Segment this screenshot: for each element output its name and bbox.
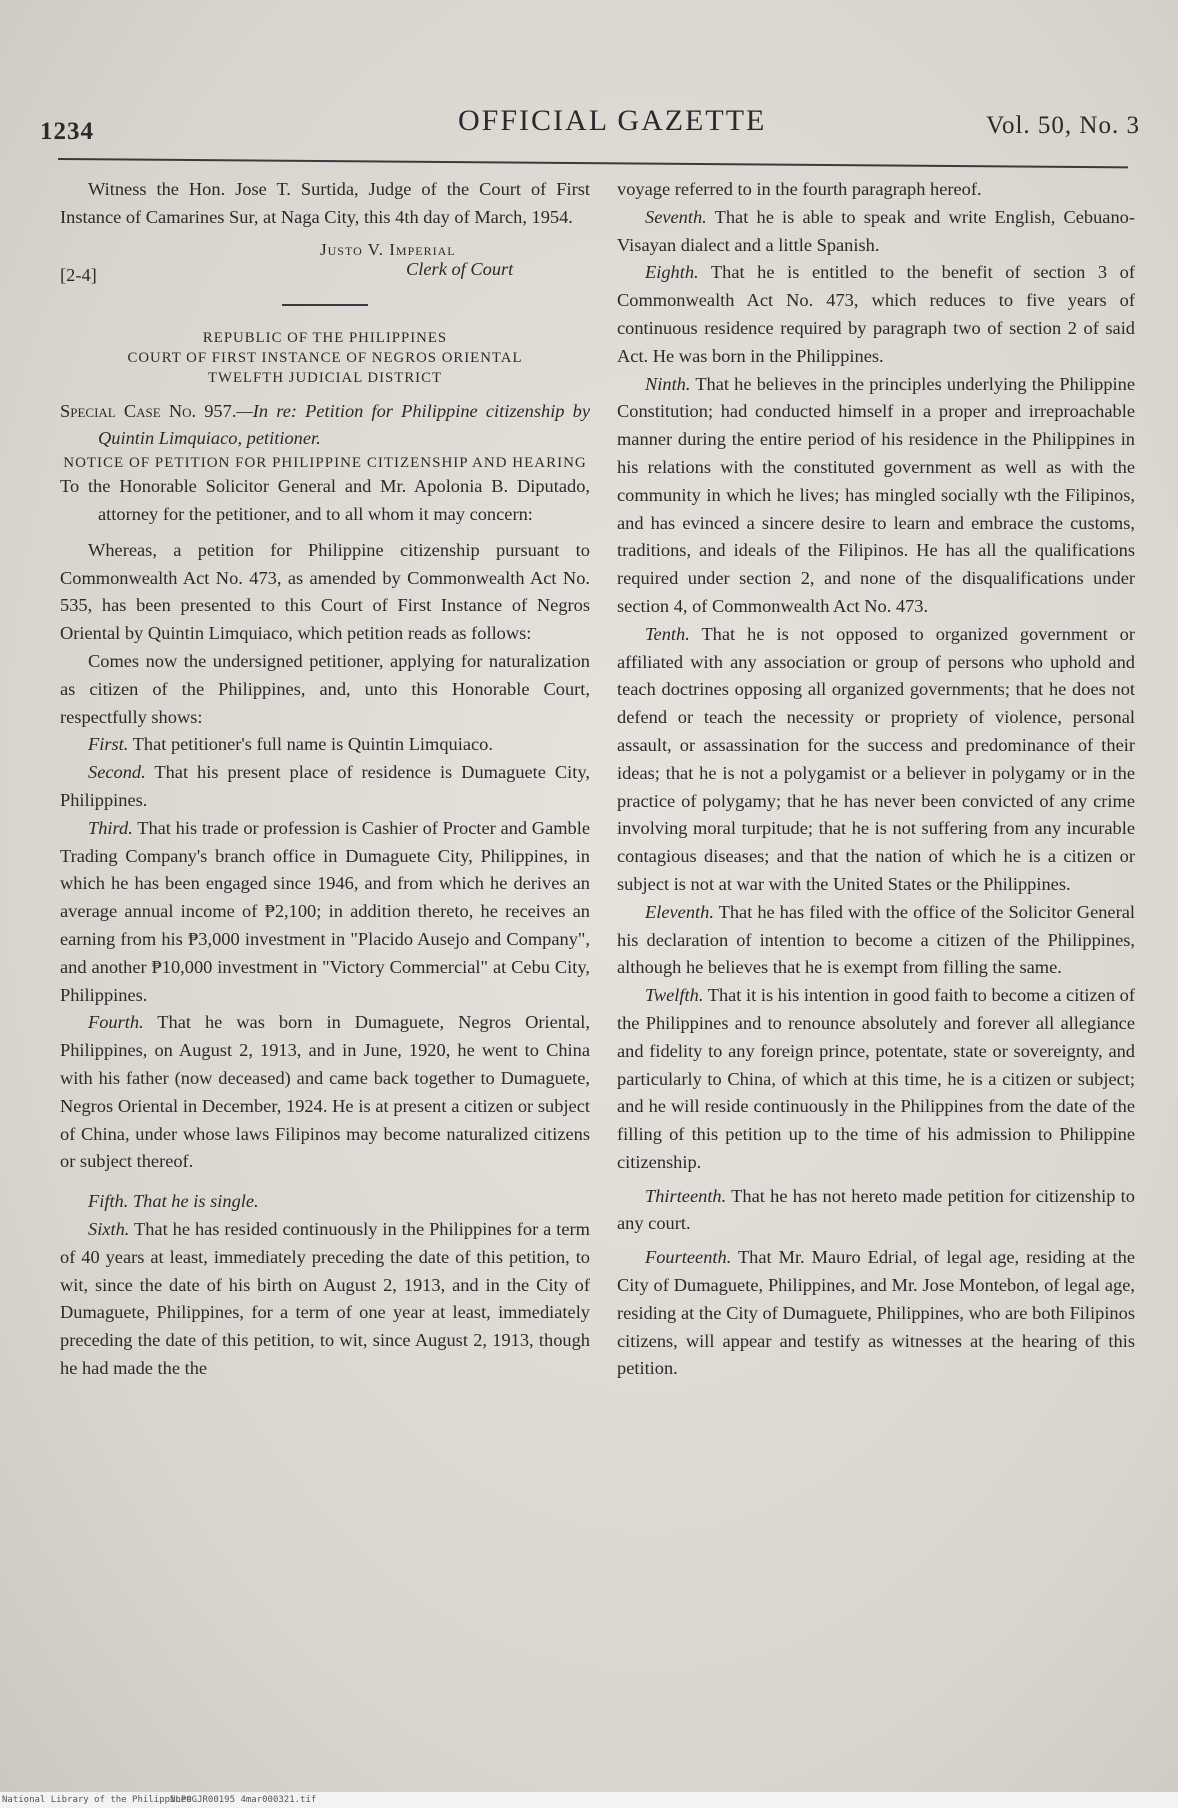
scan-footer <box>0 1792 1178 1808</box>
issue-reference: [2-4] <box>60 264 97 285</box>
fourteenth-label: Fourteenth. <box>645 1247 732 1268</box>
first-clause <box>60 731 590 759</box>
witness-paragraph: Witness the Hon. Jose T. Surtida, Judge of the Court of First Instance of Camarines Sur, at Naga City, this 4th day of March, 1954. <box>60 179 590 227</box>
signer-name: Justo V. Imperial <box>320 239 456 259</box>
seventh-clause <box>617 204 1135 260</box>
eighth-clause <box>617 259 1135 370</box>
continued-paragraph: voyage referred to in the fourth paragraph hereof. <box>617 179 982 199</box>
signature-block <box>60 232 590 292</box>
third-text: That his trade or profession is Cashier of Procter and Gamble Trading Company's branch office in Dumaguete City, Philippines, in which he has been engaged since 1946, and from which he derives an average annual income of ₱2,100; in addition thereto, he receives an earning from his ₱3,000 investment in "Placido Ausejo and Company", and another ₱10,000 investment in "Victory Commercial" at Cebu City, Philippines. <box>60 817 590 1005</box>
third-clause <box>60 815 590 1010</box>
sixth-label: Sixth. <box>88 1218 130 1239</box>
first-text: That petitioner's full name is Quintin Limquiaco. <box>128 734 493 755</box>
scan-filename: NLPOGJR00195 4mar000321.tif <box>170 1795 317 1805</box>
notice-title: NOTICE OF PETITION FOR PHILIPPINE CITIZENSHIP AND HEARING <box>63 455 587 472</box>
page-header <box>40 104 1140 154</box>
fourth-label: Fourth. <box>88 1012 144 1033</box>
eleventh-text: That he has filed with the office of the Solicitor General his declaration of intention to become a citizen of the Philippines, although he believes that he is exempt from filling the same. <box>617 901 1135 978</box>
right-column <box>617 176 1135 1383</box>
second-label: Second. <box>88 762 146 783</box>
second-clause <box>60 759 590 815</box>
fourteenth-clause <box>617 1244 1135 1383</box>
case-number: Special Case No. 957. <box>60 400 237 421</box>
seventh-label: Seventh. <box>645 206 707 227</box>
fifth-clause <box>60 1188 590 1216</box>
ninth-clause <box>617 371 1135 621</box>
twelfth-text: That it is his intention in good faith to become a citizen of the Philippines and to renounce absolutely and forever all allegiance and fidelity to any foreign prince, potentate, state or sovereignty, and particularly to China, of which at this time, he is a citizen or subject; and he will reside continuously in the Philippines from the date of the filling of this petition up to the time of his admission to Philippine citizenship. <box>617 985 1135 1172</box>
address-paragraph: To the Honorable Solicitor General and Mr. Apolonia B. Diputado, attorney for the petitioner, and to all whom it may concern: <box>60 476 590 524</box>
court-heading-court: COURT OF FIRST INSTANCE OF NEGROS ORIENTAL <box>127 349 523 366</box>
third-label: Third. <box>88 817 133 838</box>
twelfth-clause <box>617 982 1135 1177</box>
fifth-label: Fifth. <box>88 1191 129 1212</box>
eighth-label: Eighth. <box>645 262 699 283</box>
thirteenth-label: Thirteenth. <box>645 1185 727 1206</box>
library-credit: National Library of the Philippines <box>2 1795 192 1805</box>
tenth-clause <box>617 621 1135 899</box>
left-column <box>60 176 590 1383</box>
tenth-label: Tenth. <box>645 623 690 644</box>
twelfth-label: Twelfth. <box>645 985 704 1006</box>
fourth-clause <box>60 1009 590 1176</box>
header-rule <box>58 158 1128 168</box>
case-title: —In re: Petition for Philippine citizenship by Quintin Limquiaco, petitioner. <box>98 400 590 449</box>
first-label: First. <box>88 734 129 755</box>
case-caption <box>60 398 590 454</box>
comes-now-paragraph: Comes now the undersigned petitioner, applying for naturalization as citizen of the Philippines, and, unto this Honorable Court, respectfully shows: <box>60 650 590 727</box>
eleventh-clause <box>617 899 1135 982</box>
eleventh-label: Eleventh. <box>645 901 714 922</box>
thirteenth-clause <box>617 1183 1135 1239</box>
court-heading-district: TWELFTH JUDICIAL DISTRICT <box>207 369 443 386</box>
section-divider <box>282 304 368 306</box>
fifth-text: That he is single. <box>128 1191 259 1212</box>
second-text: That his present place of residence is Dumaguete City, Philippines. <box>60 762 590 810</box>
ninth-label: Ninth. <box>645 373 691 394</box>
gazette-title: OFFICIAL GAZETTE <box>458 104 767 137</box>
eighth-text: That he is entitled to the benefit of section 3 of Commonwealth Act No. 473, which reduces to five years of continuous residence required by paragraph two of section 2 of said Act. He was born in the Philippines. <box>617 262 1135 366</box>
signer-role: Clerk of Court <box>406 258 514 279</box>
volume-label: Vol. 50, No. 3 <box>986 112 1140 139</box>
tenth-text: That he is not opposed to organized government or affiliated with any association or group of persons who uphold and teach doctrines opposing all organized governments; that he does not defend or teach the necessity or propriety of violence, personal assault, or assassination for the success and predominance of their ideas; that he is not a polygamist or a believer in polygamy or in the practice of polygamy; that he has never been convicted of any crime involving moral turpitude; that he is not suffering from any incurable contagious diseases; and that the nation of which he is a citizen or subject is not at war with the United States or the Philippines. <box>617 623 1135 894</box>
seventh-text: That he is able to speak and write English, Cebuano-Visayan dialect and a little Spanish. <box>617 206 1135 255</box>
thirteenth-text: That he has not hereto made petition for citizenship to any court. <box>617 1185 1135 1234</box>
fourth-text: That he was born in Dumaguete, Negros Oriental, Philippines, on August 2, 1913, and in June, 1920, he went to China with his father (now deceased) and came back together to Dumaguete, Negros Oriental in December, 1924. He is at present a citizen or subject of China, under whose laws Filipinos may become naturalized citizens or subject thereof. <box>60 1012 590 1172</box>
whereas-paragraph: Whereas, a petition for Philippine citizenship pursuant to Commonwealth Act No. 473, as amended by Commonwealth Act No. 535, has been presented to this Court of First Instance of Negros Oriental by Quintin Limquiaco, which petition reads as follows: <box>60 539 590 644</box>
court-heading-republic: REPUBLIC OF THE PHILIPPINES <box>202 329 448 346</box>
sixth-text: That he has resided continuously in the Philippines for a term of 40 years at least, immediately preceding the date of this petition, to wit, since the date of his birth on August 2, 1913, and in the City of Dumaguete, Philippines, for a term of one year at least, immediately preceding the date of this petition, to wit, since August 2, 1913, though he had made the the <box>60 1218 590 1378</box>
ninth-text: That he believes in the principles underlying the Philippine Constitution; had conducted himself in a proper and irreproachable manner during the entire period of his residence in the Philippines in his relations with the constituted government as well as with the community in which he lives; has mingled socially wth the Filipinos, and has evinced a sincere desire to learn and embrace the customs, traditions, and ideals of the Filipinos. He has all the qualifications required under section 2, and none of the disqualifications under section 4, of Commonwealth Act No. 473. <box>617 373 1135 616</box>
fourteenth-text: That Mr. Mauro Edrial, of legal age, residing at the City of Dumaguete, Philippines, and Mr. Jose Montebon, of legal age, residing at the City of Dumaguete, Philippines, who are both Filipinos citizens, will appear and testify as witnesses at the hearing of this petition. <box>617 1247 1135 1379</box>
page-number: 1234 <box>40 118 94 145</box>
sixth-clause <box>60 1216 590 1383</box>
